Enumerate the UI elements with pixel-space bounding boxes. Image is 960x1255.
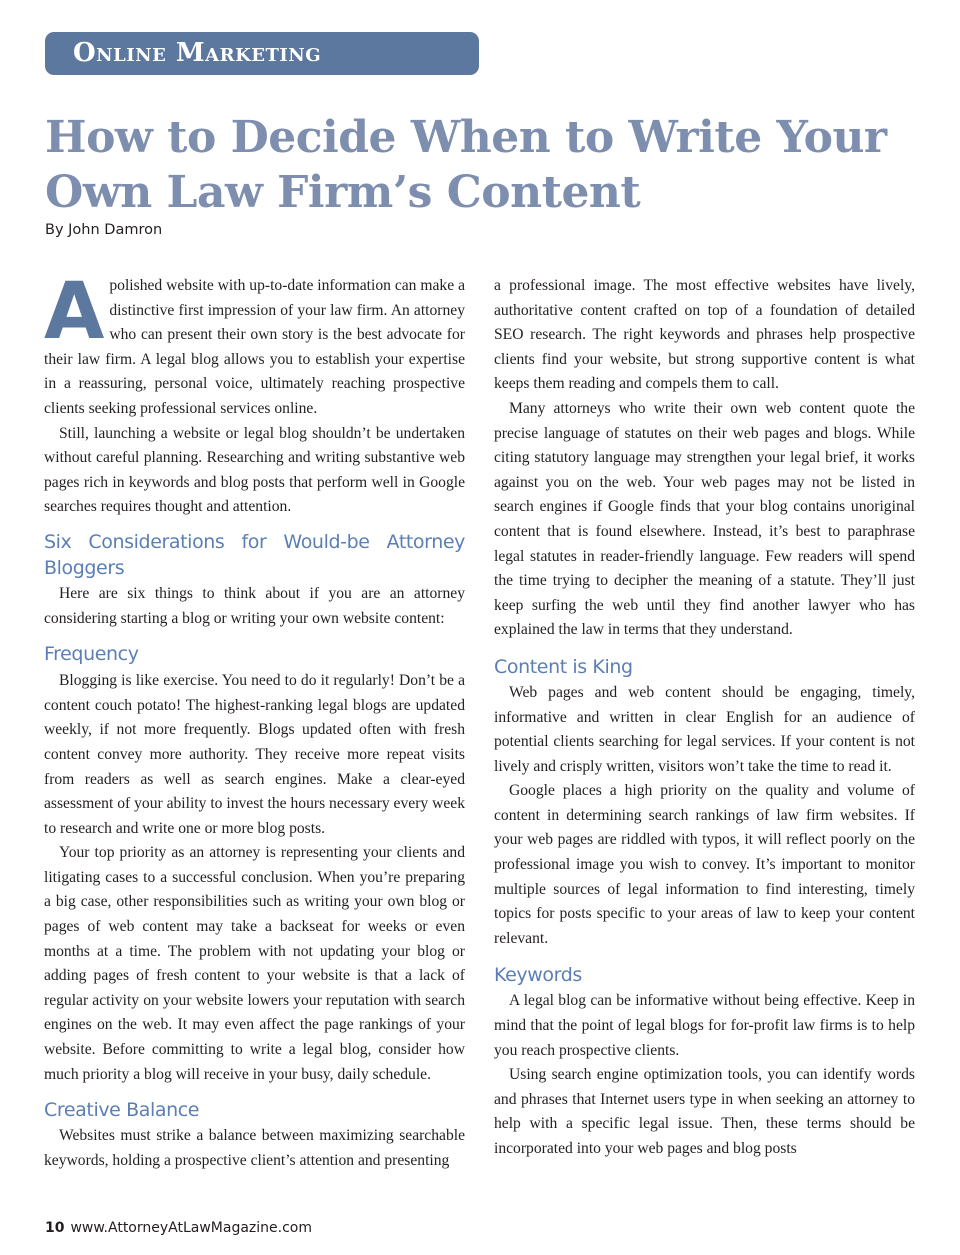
body-paragraph: Here are six things to think about if you are an attorney considering starting a blog or writing your own website content: [44, 584, 465, 627]
body-paragraph: Many attorneys who write their own web content quote the precise language of statutes on their web pages and blogs. While citing statutory language may strengthen your legal brief, it works against you on the web. Your web pages may not be listed in search engines if Google finds that your blog contains unoriginal content that is found elsewhere. Instead, it’s best to paraphrase legal statutes in reader-friendly language. Few readers will spend the time trying to decipher the meaning of a statute. They’ll just keep surfing the web until they find another lawyer who has explained the law in terms that they understand. [494, 399, 915, 639]
body-paragraph: Still, launching a website or legal blog shouldn’t be undertaken without careful planning. Researching and writing substantive web pages rich in keywords and blog posts that perform well in Google searches requires thought and attention. [44, 424, 465, 516]
footer-url: www.AttorneyAtLawMagazine.com [70, 1220, 313, 1236]
body-paragraph: Using search engine optimization tools, you can identify words and phrases that Internet users type in when seeking an attorney to help with a specific legal issue. Then, these terms should be incorporated into your web pages and blog posts [494, 1066, 915, 1157]
heading-creative-balance: Creative Balance [44, 1099, 200, 1122]
article-column-left [44, 274, 465, 1189]
page-footer [45, 1220, 312, 1236]
intro-paragraph [44, 274, 465, 422]
body-paragraph: a professional image. The most effective websites have lively, authoritative content crafted on top of a foundation of detailed SEO research. The right keywords and phrases help prospective clients find your website, but strong supportive content is what keeps them reading and compels them to call. [494, 277, 915, 393]
drop-cap: A [44, 274, 105, 357]
intro-text: polished website with up-to-date information can make a distinctive first impression of your law firm. An attorney who can present their own story is the best advocate for their law firm. A legal blog allows you to establish your expertise in a reassuring, personal voice, ultimately reaching prospective clients seeking professional services online. [44, 277, 465, 417]
section-banner [45, 32, 479, 75]
body-paragraph: Web pages and web content should be engaging, timely, informative and written in clear English for an audience of potential clients searching for legal services. If your content is not lively and crisply written, visitors won’t take the time to read it. [494, 683, 915, 775]
heading-content-is-king: Content is King [494, 655, 633, 678]
body-paragraph: Websites must strike a balance between maximizing searchable keywords, holding a prospective client’s attention and presenting [44, 1127, 465, 1169]
article-column-right [494, 274, 915, 1189]
page-number: 10 [45, 1220, 65, 1236]
heading-frequency: Frequency [44, 643, 139, 666]
article-title: How to Decide When to Write Your Own Law Firm’s Content [45, 112, 887, 218]
body-paragraph: Google places a high priority on the quality and volume of content in determining search rankings of law firm websites. If your web pages are riddled with typos, it will reflect poorly on the professional image you wish to convey. It’s important to monitor multiple sources of legal information to find interesting, timely topics for posts specific to your areas of law to keep your content relevant. [494, 782, 915, 947]
body-paragraph: A legal blog can be informative without being effective. Keep in mind that the point of legal blogs for for-profit law firms is to help you reach prospective clients. [494, 992, 915, 1059]
body-paragraph: Your top priority as an attorney is representing your clients and litigating cases to a successful conclusion. When you’re preparing a big case, other responsibilities such as writing your own blog or pages of web content may take a backseat for weeks or even months at a time. The problem with not updating your blog or adding pages of fresh content to your website is that a lack of regular activity on your website lowers your reputation with search engines on the web. It may even affect the page rankings of your website. Before committing to write a legal blog, consider how much priority a blog will receive in your busy, daily schedule. [44, 844, 465, 1083]
body-paragraph: Blogging is like exercise. You need to do it regularly! Don’t be a content couch potato! The highest-ranking legal blogs are updated weekly, if not more frequently. Blogs updated often with fresh content convey more authority. They receive more repeat visits from readers as well as search engines. Make a clear-eyed assessment of your ability to invest the hours necessary every week to research and write one or more blog posts. [44, 672, 465, 837]
heading-six-considerations: Six Considerations for Would-be Attorney Bloggers [44, 530, 465, 579]
byline: By John Damron [45, 222, 163, 238]
section-label: Online Marketing [73, 38, 322, 68]
heading-keywords: Keywords [494, 964, 582, 987]
